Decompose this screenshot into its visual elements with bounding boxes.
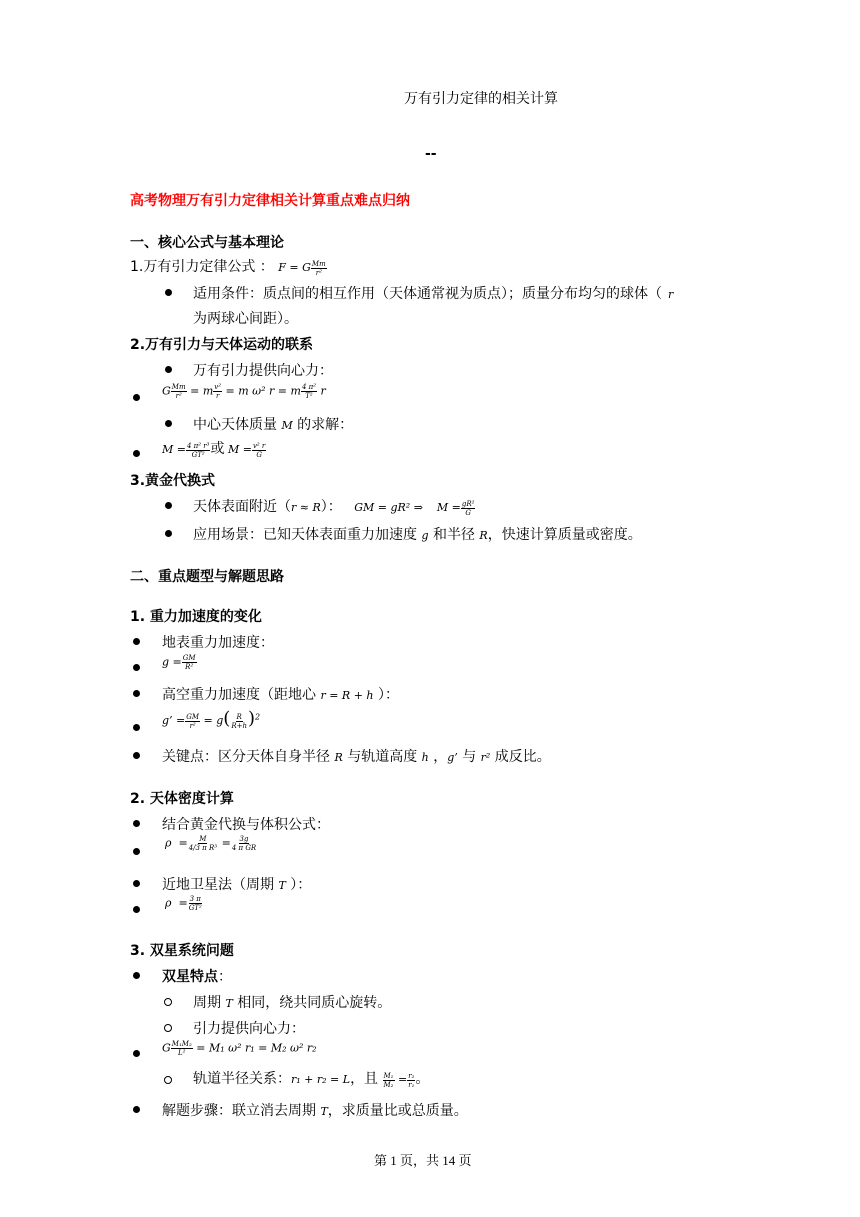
bullet-dot [133,752,140,759]
bullet-dot [133,1106,140,1113]
p2-title: 2. 天体密度计算 [130,791,234,807]
radius-relation-line: 轨道半径关系：r₁ + r₂ = L，且 $\frac{\text{M₁}}{\text{M₂}}$ = $\frac{\text{r₂}}{\text{r₁}}$ 。 [193,1071,430,1089]
sub-bullet-circle [164,1076,172,1084]
applic-line1: 适用条件：质点间的相互作用（天体通常视为质点）；质量分布均匀的球体（ r [193,286,674,302]
surface-gravity-text: 地表重力加速度： [162,635,274,651]
item3-title: 3.黄金代换式 [130,473,216,489]
bullet-dot [165,289,172,296]
golden-substitution-line: 天体表面附近（r ≈ R）： GM = gR² ⇒ M = $\frac{\text{gR²}}{G}$ [193,499,475,517]
bullet-dot [133,394,140,401]
near-satellite-text: 近地卫星法（周期 T ）： [162,877,312,893]
binary-feature-line: 双星特点： [162,969,232,985]
mass-solve-text: 中心天体质量 M 的求解： [193,417,354,433]
bullet-dot [133,820,140,827]
gravitation-formula: F = G $\frac{Mm}{\text{r²}}$ [278,259,326,277]
solving-steps-line: 解题步骤：联立消去周期 T，求质量比或总质量。 [162,1103,468,1119]
sub-bullet-circle [164,1024,172,1032]
key-point-line: 关键点：区分天体自身半径 R 与轨道高度 h ，g’ 与 r² 成反比。 [162,749,551,765]
binary-centripetal-text: 引力提供向心力： [193,1021,305,1037]
bullet-dot [133,724,140,731]
bullet-dot [133,848,140,855]
item2-title: 2.万有引力与天体运动的联系 [130,337,314,353]
altitude-gravity-text: 高空重力加速度（距地心 r = R + h ）： [162,687,399,703]
bullet-dot [133,450,140,457]
item1-label: 1.万有引力定律公式 ： [130,259,274,275]
bullet-dot [165,366,172,373]
document-title: 万有引力定律的相关计算 [404,91,558,107]
altitude-gravity-formula: g’ = $\frac{GM}{\text{r²}}$ = g( $\frac{R}{R+h}$ )$^2$ [162,708,261,730]
density-text: 结合黄金代换与体积公式： [162,817,330,833]
bullet-dot [165,530,172,537]
near-satellite-formula: ρ = $\frac{3 \pi}{\text{GT²}}$ [165,895,202,912]
bullet-dot [133,690,140,697]
bullet-dot [165,502,172,509]
bullet-dot [133,972,140,979]
separator-dashes: -- [425,146,437,162]
bullet-dot [133,638,140,645]
bullet-dot [165,420,172,427]
binary-formula: G $\frac{\text{M₁M₂}}{\text{L²}}$ = M₁ ω² r₁ = M₂ ω² r₂ [162,1040,317,1057]
density-formula: ρ = $\frac{M}{\text{4/3 π R³}}$ = $\frac{3g}{\text{4 π GR}}$ [165,835,257,852]
section2-title: 二、重点题型与解题思路 [130,569,284,585]
bullet-dot [133,880,140,887]
surface-gravity-formula: g = $\frac{GM}{\text{R²}}$ [162,654,196,671]
main-heading: 高考物理万有引力定律相关计算重点难点归纳 [130,193,410,209]
item1-line [130,256,327,277]
p3-title: 3. 双星系统问题 [130,943,234,959]
centripetal-formula: G $\frac{Mm}{\text{r²}}$ = m $\frac{\text{v²}}{r}$ = m ω² r = m $\frac{\text{4 π²}}{\text{T²}}$ r [162,383,326,400]
p1-title: 1. 重力加速度的变化 [130,609,262,625]
sub-bullet-circle [164,998,172,1006]
same-period-line: 周期 T 相同，绕共同质心旋转。 [193,995,392,1011]
bullet-dot [133,1050,140,1057]
page-footer: 第 1 页，共 14 页 [374,1153,472,1168]
bullet-dot [133,664,140,671]
section1-title: 一、核心公式与基本理论 [130,235,284,251]
applic-line2: 为两球心间距）。 [193,311,298,327]
application-line: 应用场景：已知天体表面重力加速度 g 和半径 R，快速计算质量或密度。 [193,527,642,543]
mass-formula: M = $\frac{\text{4 π² r³}}{\text{GT²}}$ 或 M = $\frac{\text{v² r}}{G}$ [162,441,266,459]
centripetal-text: 万有引力提供向心力： [193,363,333,379]
bullet-dot [133,906,140,913]
